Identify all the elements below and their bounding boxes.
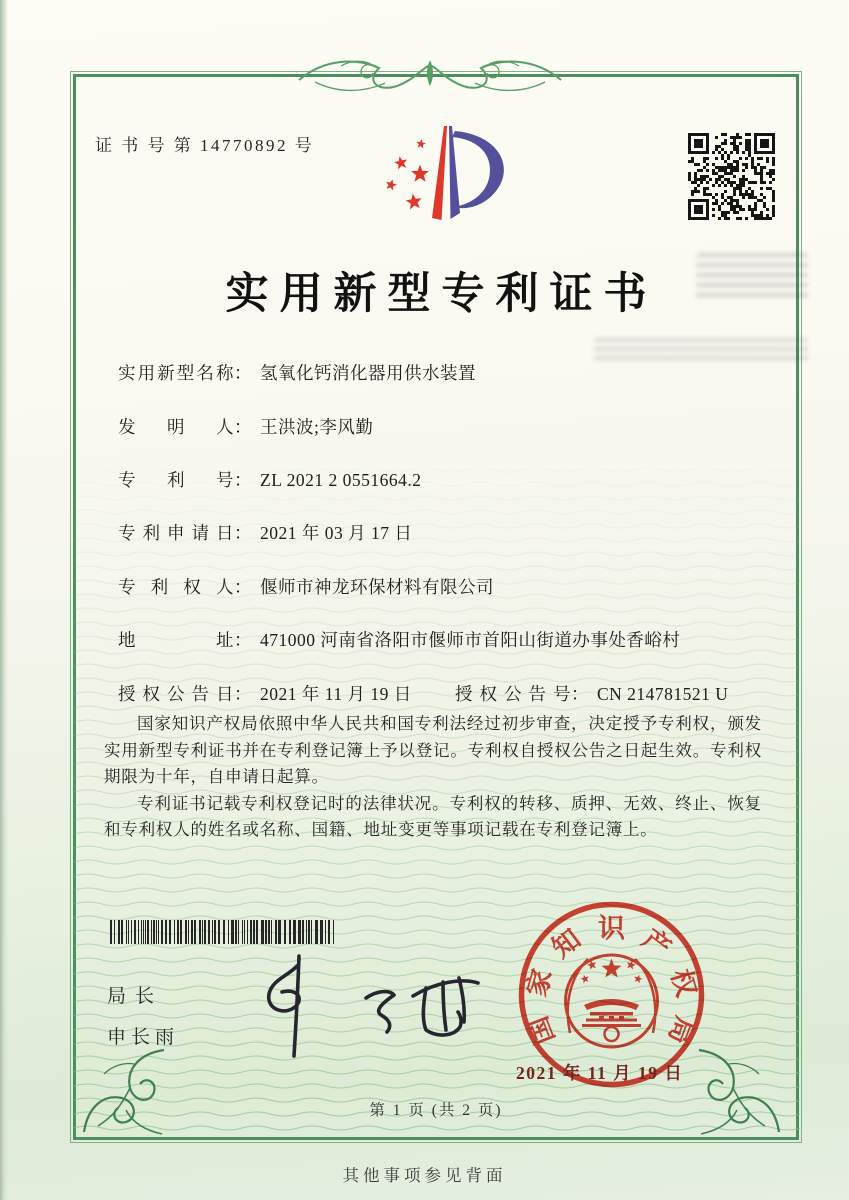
field-label: 发明人 [118,417,234,437]
svg-text:家: 家 [521,965,558,1000]
field-address [118,627,680,652]
certificate-number: 证 书 号 第 14770892 号 [95,136,315,155]
scan-page-edge [0,0,8,1200]
seal-date: 2021 年 11 月 19 日 [516,1063,684,1083]
border-ornament-bottom-left-icon [74,1044,169,1139]
field-value: ZL 2021 2 0551664.2 [260,470,422,490]
cnipa-patent-logo-icon [338,114,550,250]
director-title: 局长 [107,986,164,1007]
legal-text [104,711,762,844]
colon: ： [571,684,589,704]
field-grant-number [455,681,728,706]
legal-paragraph-1: 国家知识产权局依照中华人民共和国专利法经过初步审查，决定授予专利权，颁发实用新型专利证书并在专利登记簿上予以登记。专利权自授权公告之日起生效。专利权期限为十年，自申请日起算。 [104,714,762,786]
colon: ： [234,684,252,704]
field-value: 2021 年 11 月 19 日 [260,684,412,704]
field-utility-model-name [118,360,476,385]
field-value: 王洪波;李风勤 [260,417,374,437]
national-emblem-icon [566,955,658,1047]
svg-text:权: 权 [665,965,702,1000]
svg-text:产: 产 [636,923,677,964]
director-name: 申长雨 [107,1027,180,1048]
field-label: 专利号 [118,470,234,490]
back-side-note: 其他事项参见背面 [342,1166,507,1185]
barcode-icon [110,920,337,944]
field-label: 授权公告日 [118,684,234,704]
legal-paragraph-2: 专利证书记载专利权登记时的法律状况。专利权的转移、质押、无效、终止、恢复和专利权人的姓名或名称、国籍、地址变更等事项记载在专利登记簿上。 [104,793,762,839]
colon: ： [234,630,252,650]
field-patent-number [118,467,421,492]
field-label: 实用新型名称 [118,363,234,383]
field-patentee [118,574,494,599]
colon: ： [234,470,252,490]
field-inventors [118,414,373,439]
field-value: 氢氧化钙消化器用供水装置 [260,363,476,383]
scan-bleedthrough-smudge [594,338,808,363]
colon: ： [234,363,252,383]
field-label: 专利权人 [118,577,234,597]
svg-text:局: 局 [662,1012,701,1049]
border-ornament-top-icon [295,52,565,98]
svg-text:知: 知 [546,923,587,964]
logo-stars [386,139,429,210]
certificate-title: 实用新型专利证书 [225,271,658,318]
director-autograph-signature [250,950,485,1065]
colon: ： [234,577,252,597]
qr-code-icon [688,133,775,220]
colon: ： [234,523,252,543]
field-label: 授权公告号 [455,684,571,704]
field-label: 专利申请日 [118,523,234,543]
field-value: 2021 年 03 月 17 日 [260,523,413,543]
field-value: 偃师市神龙环保材料有限公司 [260,577,494,597]
colon: ： [234,417,252,437]
field-label: 地址 [118,630,234,650]
field-filing-date [118,520,412,545]
page-number: 第 1 页 (共 2 页) [369,1102,503,1119]
field-grant-date [118,681,729,706]
svg-text:国: 国 [522,1012,561,1049]
svg-text:识: 识 [598,913,625,944]
field-value: CN 214781521 U [597,684,729,704]
field-value: 471000 河南省洛阳市偃师市首阳山街道办事处香峪村 [260,630,681,650]
